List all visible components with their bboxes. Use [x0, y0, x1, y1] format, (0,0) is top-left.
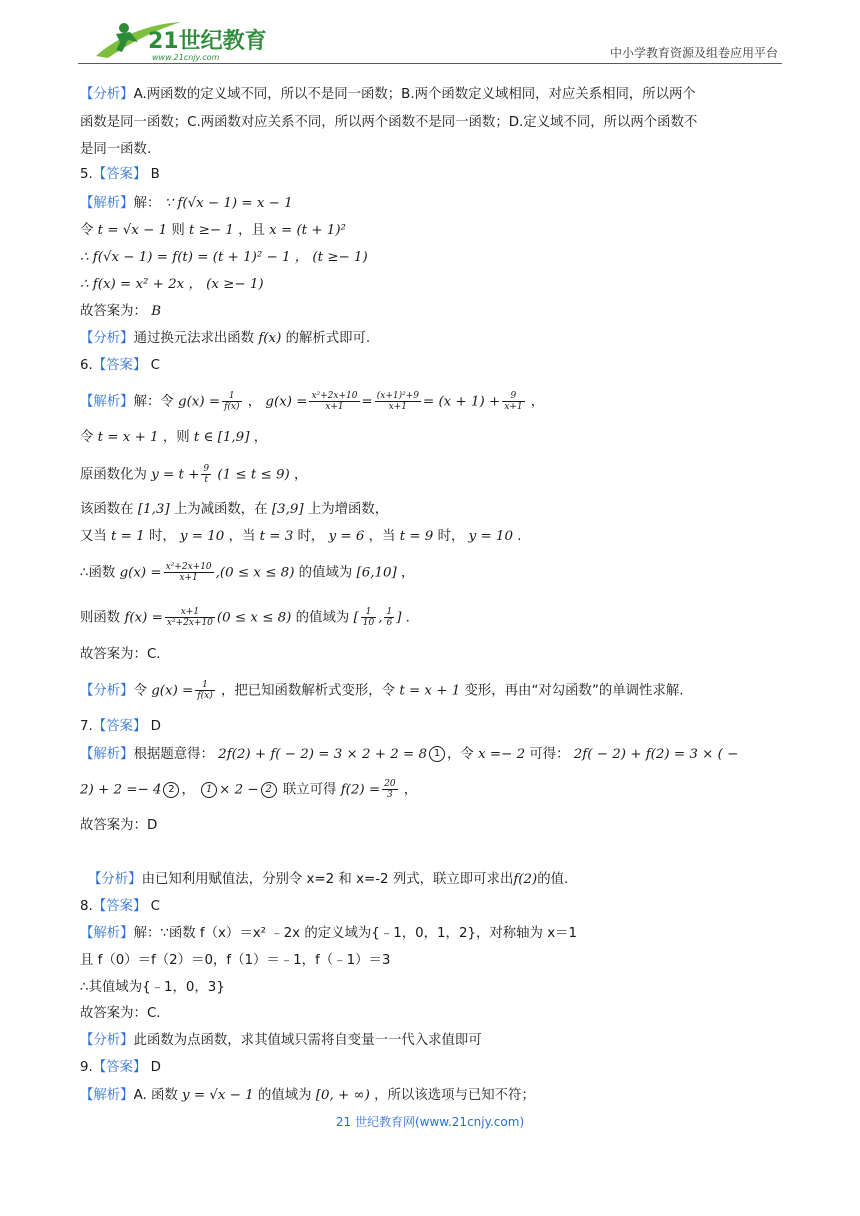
- q6-conclusion: 故答案为：C.: [80, 647, 161, 662]
- q4-analysis-line2: 函数是同一函数；C.两函数对应关系不同，所以两个函数不是同一函数；D.定义域不同，所以两个函数不: [80, 115, 698, 130]
- q6-answer: 6.【答案】 C: [80, 358, 160, 373]
- q6-solution-line4: 该函数在 [1,3] 上为减函数，在 [3,9] 上为增函数，: [80, 502, 389, 517]
- q6-solution-line5: 又当 t = 1 时， y = 10 ，当 t = 3 时， y = 6 ，当 t = 9 时， y = 10 .: [80, 529, 522, 544]
- q6-analysis: 【分析】令 g(x) = $\frac{1}{f(x)}$ ，把已知函数解析式变形，令 t = x + 1 变形，再由“对勾函数”的单调性求解.: [80, 680, 684, 701]
- q8-solution-line2: 且 f（0）＝f（2）＝0，f（1）＝﹣1，f（﹣1）＝3: [80, 953, 391, 968]
- q5-analysis: 【分析】通过换元法求出函数 f(x) 的解析式即可.: [80, 331, 371, 346]
- svg-text:www.21cnjy.com: www.21cnjy.com: [152, 53, 220, 62]
- q8-solution-line1: 【解析】解：∵函数 f（x）＝x² ﹣2x 的定义域为{﹣1，0，1，2}，对称轴为 x＝1: [80, 926, 578, 941]
- site-name: 中小学教育资源及组卷应用平台: [609, 46, 778, 60]
- q6-solution-line1: 【解析】解：令 g(x) = $\frac{1}{f(x)}$ ， g(x) = $\frac{\text{x²+2x+10}}{x+1}$ = $\frac{\text{(x+1)²+9}}{x+1}$ = (x + 1) + $\frac{9}{x+1}$ ，: [80, 391, 545, 412]
- q6-solution-line6: ∴函数 g(x) = $\frac{\text{x²+2x+10}}{x+1}$ ,(0 ≤ x ≤ 8) 的值域为 [6,10] ，: [80, 562, 415, 583]
- q6-solution-line3: 原函数化为 y = t + $\frac{9}{t}$ (1 ≤ t ≤ 9) ，: [80, 464, 308, 485]
- q7-analysis: 【分析】由已知利用赋值法，分别令 x=2 和 x=-2 列式，联立即可求出f(2)的值.: [88, 872, 569, 887]
- site-logo: [86, 18, 286, 64]
- q5-solution-line3: ∴ f(√x − 1) = f(t) = (t + 1)² − 1 ， (t ≥− 1): [80, 250, 368, 265]
- page-footer: 21 世纪教育网(www.21cnjy.com): [335, 1115, 525, 1129]
- q5-answer: 5.【答案】 B: [80, 167, 160, 182]
- q9-solution-line1: 【解析】A. 函数 y = √x − 1 的值域为 [0, + ∞) ，所以该选项与已知不符；: [80, 1088, 535, 1103]
- header-divider: [78, 63, 782, 64]
- q6-solution-line2: 令 t = x + 1 ，则 t ∈ [1,9] ，: [80, 430, 268, 445]
- q7-solution-line1: 【解析】根据题意得： 2f(2) + f( − 2) = 3 × 2 + 2 = 8 1 ，令 x =− 2 可得： 2f( − 2) + f(2) = 3 × ( −: [80, 747, 739, 762]
- q5-solution-line4: ∴ f(x) = x² + 2x ， (x ≥− 1): [80, 277, 264, 292]
- q8-analysis: 【分析】此函数为点函数，求其值域只需将自变量一一代入求值即可: [80, 1033, 482, 1048]
- q9-answer: 9.【答案】 D: [80, 1060, 161, 1075]
- q7-solution-line2: 2) + 2 =− 4 2 ， 1 × 2 − 2 联立可得 f(2) = $\frac{20}{3}$ ，: [80, 779, 418, 800]
- q4-analysis-line3: 是同一函数.: [80, 142, 152, 157]
- svg-text:21世纪教育: 21世纪教育: [148, 29, 267, 54]
- q5-solution-line1: 【解析】解： ∵ f(√x − 1) = x − 1: [80, 196, 293, 211]
- q5-solution-line2: 令 t = √x − 1 则 t ≥− 1 ，且 x = (t + 1)²: [80, 223, 346, 238]
- q5-conclusion: 故答案为： B: [80, 304, 162, 319]
- q6-solution-line7: 则函数 f(x) = $\frac{x+1}{\text{x²+2x+10}}$ (0 ≤ x ≤ 8) 的值域为 [ $\frac{1}{10}$ , $\frac{1}{6}$ ] .: [80, 607, 410, 628]
- page-header: [78, 18, 782, 64]
- q4-analysis-line1: 【分析】A.两函数的定义域不同，所以不是同一函数；B.两个函数定义域相同，对应关系相同，所以两个: [80, 87, 696, 102]
- q8-answer: 8.【答案】 C: [80, 899, 160, 914]
- q8-conclusion: 故答案为：C.: [80, 1006, 161, 1021]
- q7-answer: 7.【答案】 D: [80, 719, 161, 734]
- q7-conclusion: 故答案为：D: [80, 818, 158, 833]
- q8-solution-line3: ∴其值域为{﹣1，0，3}: [80, 980, 225, 995]
